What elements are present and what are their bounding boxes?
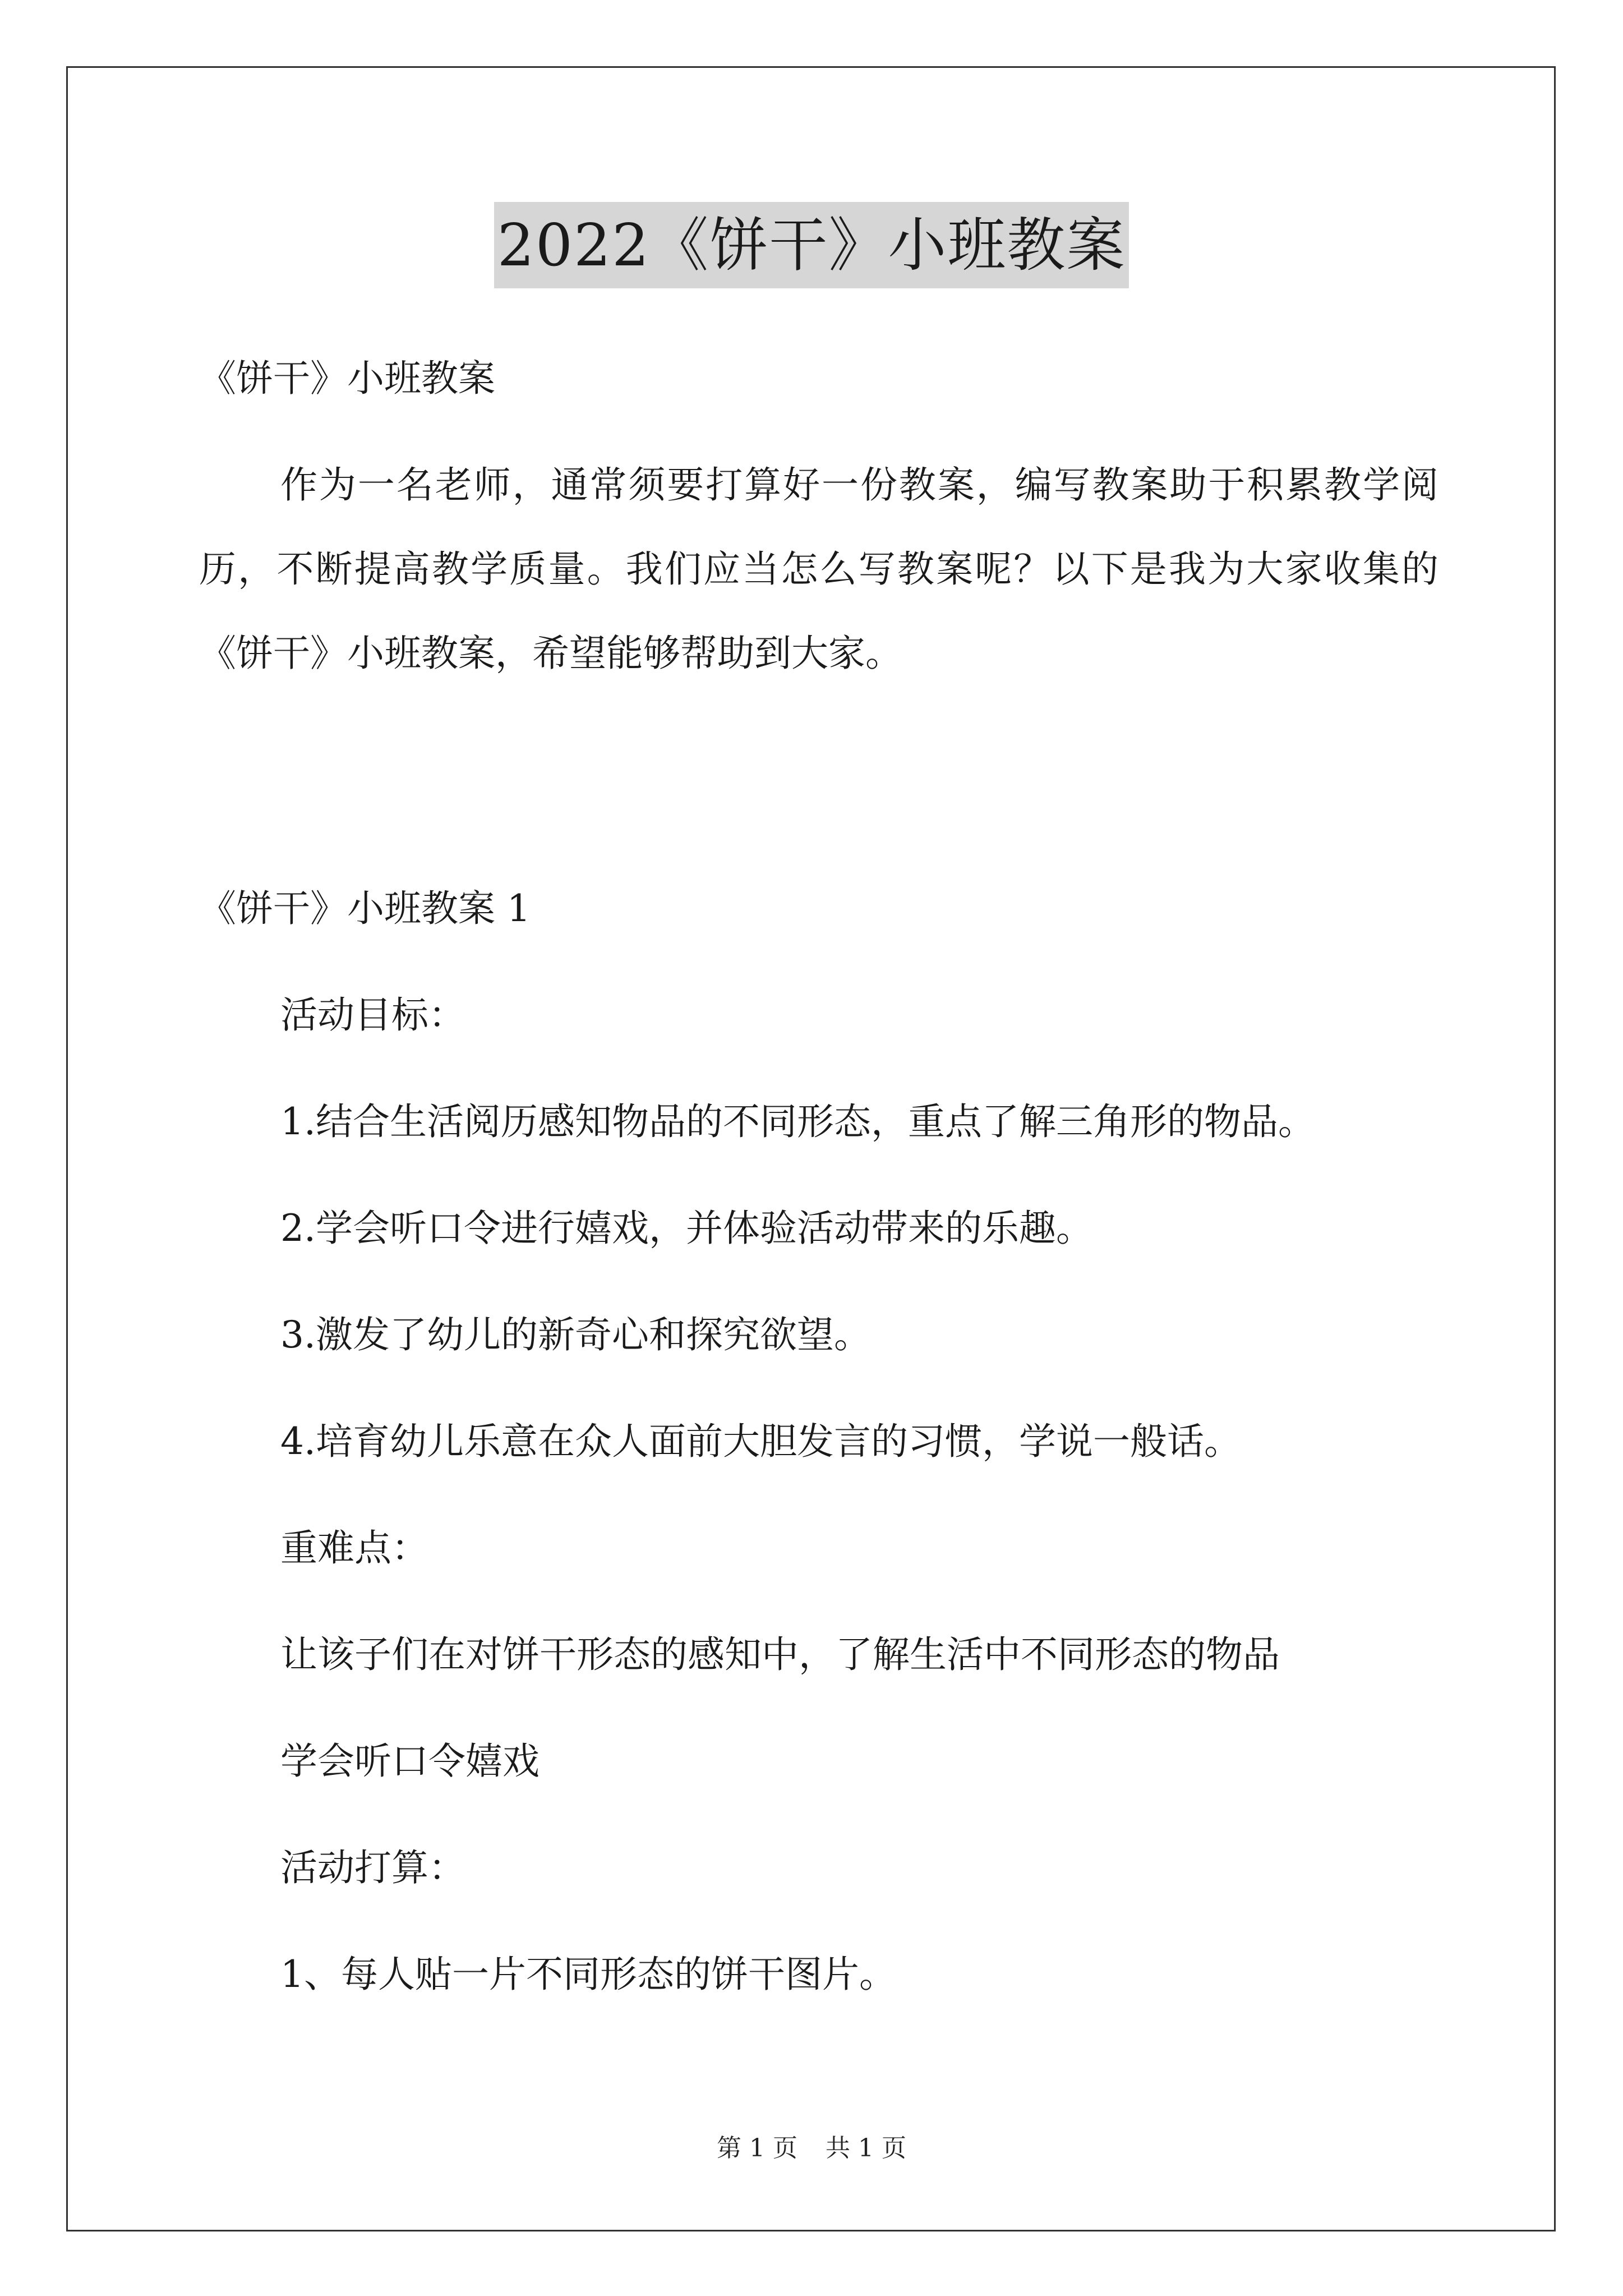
subtitle: 《饼干》小班教案	[199, 357, 495, 400]
key-point-item: 学会听口令嬉戏	[280, 1740, 540, 1783]
key-point-item: 让该子们在对饼干形态的感知中，了解生活中不同形态的物品	[280, 1633, 1280, 1676]
key-points-heading: 重难点：	[280, 1526, 428, 1570]
title-container	[0, 202, 1623, 288]
document-title: 2022《饼干》小班教案	[494, 202, 1129, 288]
page-total: 共 1 页	[826, 2134, 906, 2162]
goal-item: 1.结合生活阅历感知物品的不同形态，重点了解三角形的物品。	[280, 1100, 1315, 1143]
page-number: 第 1 页	[717, 2134, 797, 2162]
intro-paragraph: 作为一名老师，通常须要打算好一份教案，编写教案助于积累教学阅历，不断提高教学质量。我们应当怎么写教案呢？以下是我为大家收集的《饼干》小班教案，希望能够帮助到大家。	[199, 463, 1438, 675]
goals-heading: 活动目标：	[280, 993, 465, 1037]
section-title: 《饼干》小班教案 1	[199, 887, 531, 930]
prep-item: 1、每人贴一片不同形态的饼干图片。	[280, 1953, 896, 1996]
goal-item: 3.激发了幼儿的新奇心和探究欲望。	[280, 1313, 871, 1356]
goal-item: 2.学会听口令进行嬉戏，并体验活动带来的乐趣。	[280, 1207, 1093, 1250]
page-footer	[0, 2132, 1623, 2165]
prep-heading: 活动打算：	[280, 1846, 465, 1889]
goal-item: 4.培育幼儿乐意在众人面前大胆发言的习惯，学说一般话。	[280, 1420, 1241, 1463]
